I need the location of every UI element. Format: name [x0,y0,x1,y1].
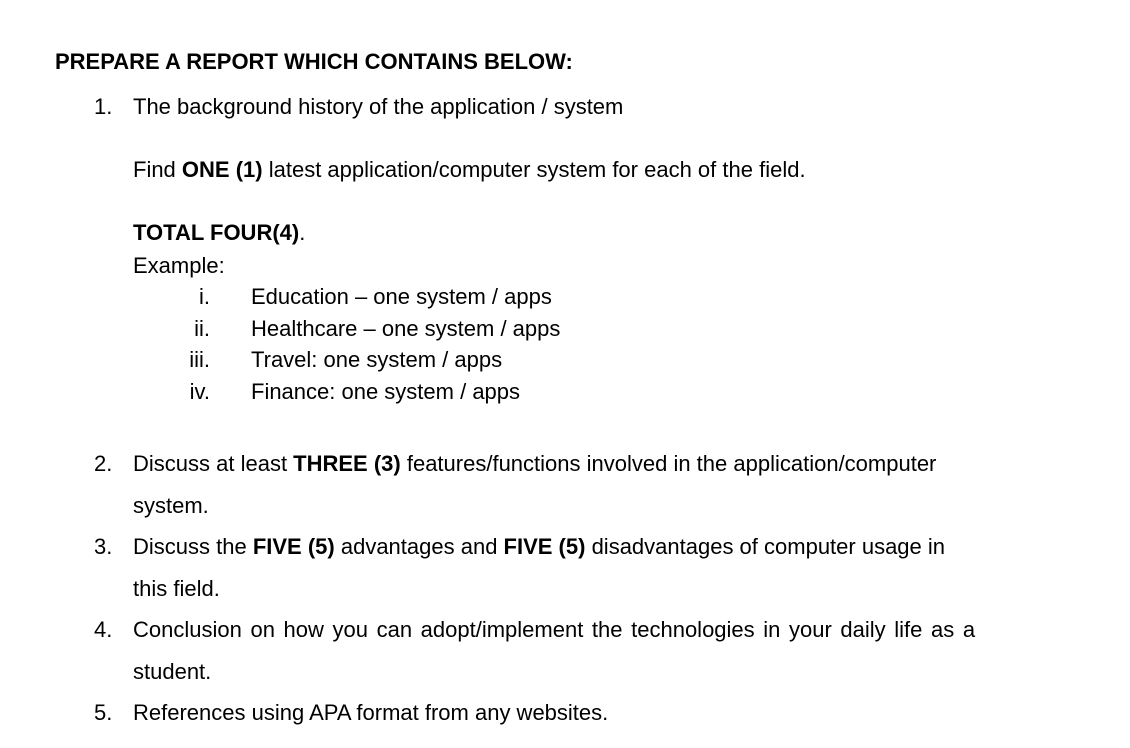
sub-numeral: iii. [189,347,210,372]
find-instruction: Find ONE (1) latest application/computer system for each of the field. [133,157,806,182]
item-text: Discuss the FIVE (5) advantages and FIVE (5) disadvantages of computer usage in [133,534,946,559]
report-heading: PREPARE A REPORT WHICH CONTAINS BELOW: [55,49,573,74]
item-number: 2. [94,451,113,476]
item-number: 3. [94,534,113,559]
example-label: Example: [133,253,225,278]
item-text: Conclusion on how you can adopt/implement the technologies in your daily life as a [133,617,976,642]
sub-item-text: Travel: one system / apps [251,347,503,372]
item-text: The background history of the application / system [133,94,624,119]
total-count: TOTAL FOUR(4). [133,220,306,245]
item-text: Discuss at least THREE (3) features/functions involved in the application/computer [133,451,937,476]
sub-numeral: ii. [194,316,210,341]
item-number: 4. [94,617,113,642]
sub-numeral: i. [199,284,210,309]
item-text-continuation: system. [133,493,209,518]
item-number: 5. [94,700,113,725]
item-text: References using APA format from any websites. [133,700,609,725]
sub-item-text: Finance: one system / apps [251,379,521,404]
sub-item-text: Education – one system / apps [251,284,552,309]
sub-item-text: Healthcare – one system / apps [251,316,561,341]
item-number: 1. [94,94,113,119]
item-text-continuation: student. [133,659,212,684]
sub-numeral: iv. [189,379,210,404]
item-text-continuation: this field. [133,576,220,601]
